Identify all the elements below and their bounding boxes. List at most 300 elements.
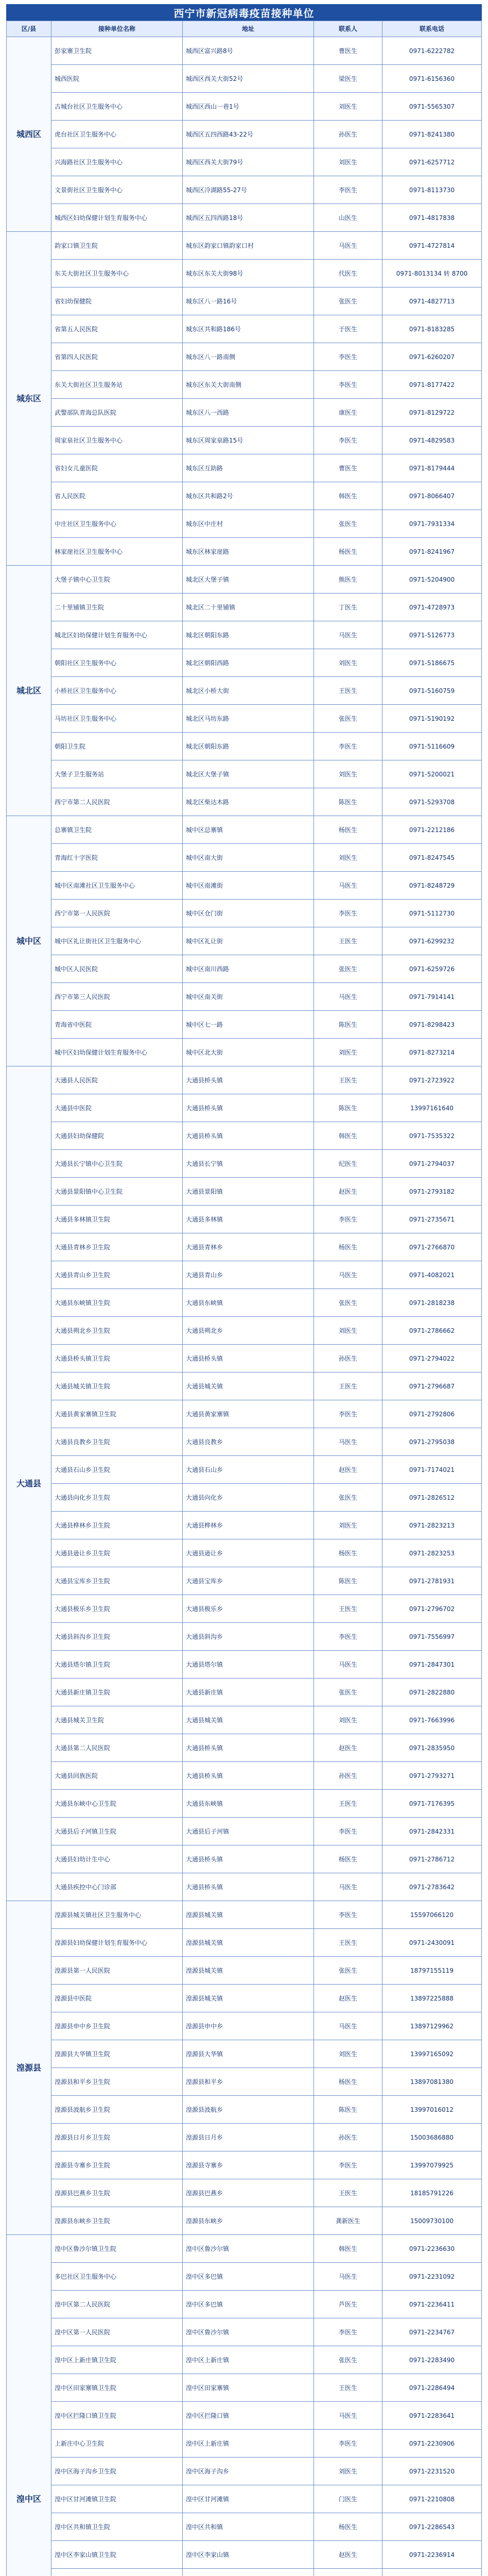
contact-phone-cell: 0971-2842331 (382, 1818, 482, 1845)
unit-name-cell: 湟中区甘河滩镇卫生院 (51, 2485, 183, 2513)
address-cell: 城北区大堡子镇 (183, 566, 314, 594)
district-cell: 大通县 (7, 1066, 51, 1901)
table-row (7, 2096, 482, 2124)
address-cell: 湟中区甘河滩镇 (183, 2485, 314, 2513)
address-cell: 大通县新庄镇 (183, 1679, 314, 1706)
unit-name-cell: 小桥社区卫生服务中心 (51, 677, 183, 705)
contact-person-cell: 孙医生 (314, 1762, 382, 1790)
address-cell: 城北区朝阳东路 (183, 733, 314, 760)
unit-name-cell: 大通县桦林乡卫生院 (51, 1512, 183, 1539)
unit-name-cell: 朝阳卫生院 (51, 733, 183, 760)
contact-person-cell: 李医生 (314, 2151, 382, 2179)
contact-person-cell: 刘医生 (314, 1317, 382, 1345)
contact-person-cell: 王医生 (314, 677, 382, 705)
contact-phone-cell: 0971-4817838 (382, 204, 482, 232)
unit-name-cell: 湟源县申中乡卫生院 (51, 2012, 183, 2040)
contact-phone-cell: 0971-5116609 (382, 733, 482, 760)
district-cell: 城东区 (7, 232, 51, 566)
address-cell: 城中区仓门街 (183, 900, 314, 927)
address-cell: 大通县宝库乡 (183, 1567, 314, 1595)
contact-phone-cell: 18797155119 (382, 1957, 482, 1985)
contact-phone-cell: 0971-2796702 (382, 1595, 482, 1623)
address-cell: 城东区周家泉路15号 (183, 427, 314, 454)
contact-person-cell: 李医生 (314, 176, 382, 204)
contact-phone-cell: 0971-8273214 (382, 1039, 482, 1066)
unit-name-cell: 湟中区第一人民医院 (51, 2318, 183, 2346)
table-row (7, 204, 482, 232)
unit-name-cell: 大通县后子河镇卫生院 (51, 1818, 183, 1845)
contact-phone-cell: 0971-6259726 (382, 955, 482, 983)
contact-phone-cell: 0971-2847301 (382, 1651, 482, 1679)
unit-name-cell: 省人民医院 (51, 482, 183, 510)
table-row (7, 232, 482, 260)
contact-person-cell: 陈医生 (314, 788, 382, 816)
unit-name-cell: 二十里铺镇卫生院 (51, 594, 183, 621)
contact-person-cell: 刘医生 (314, 844, 382, 872)
contact-phone-cell: 0971-2283641 (382, 2402, 482, 2430)
table-row (7, 510, 482, 538)
table-row (7, 2291, 482, 2318)
contact-phone-cell: 0971-7176395 (382, 1790, 482, 1818)
contact-person-cell (314, 2569, 382, 2576)
unit-name-cell: 城中区人民医院 (51, 955, 183, 983)
address-cell: 湟源县寺寨乡 (183, 2151, 314, 2179)
address-cell: 城北区马坊东路 (183, 705, 314, 733)
address-cell: 城东区八一路南侧 (183, 343, 314, 371)
unit-name-cell (51, 2569, 183, 2576)
table-header-row (7, 21, 482, 37)
address-cell: 城中区南关街 (183, 983, 314, 1011)
address-cell: 城西区西山一巷1号 (183, 93, 314, 121)
unit-name-cell: 湟源县东峡乡卫生院 (51, 2207, 183, 2235)
table-row (7, 760, 482, 788)
contact-person-cell: 张医生 (314, 287, 382, 315)
address-cell: 城东区八一西路 (183, 399, 314, 427)
contact-person-cell: 刘医生 (314, 93, 382, 121)
contact-phone-cell: 0971-7174021 (382, 1456, 482, 1484)
contact-person-cell: 王医生 (314, 1066, 382, 1094)
contact-phone-cell: 0971-2230906 (382, 2430, 482, 2458)
unit-name-cell: 马坊社区卫生服务中心 (51, 705, 183, 733)
table-row (7, 121, 482, 148)
unit-name-cell: 朝阳社区卫生服务中心 (51, 649, 183, 677)
table-row (7, 1066, 482, 1094)
contact-person-cell: 芦医生 (314, 2291, 382, 2318)
unit-name-cell: 大通县城关卫生院 (51, 1706, 183, 1734)
unit-name-cell: 大通县疾控中心门诊部 (51, 1873, 183, 1901)
address-cell: 大通县塔尔镇 (183, 1651, 314, 1679)
table-row (7, 677, 482, 705)
table-row (7, 566, 482, 594)
address-cell: 湟源县和平乡 (183, 2068, 314, 2096)
contact-person-cell: 李医生 (314, 2318, 382, 2346)
contact-phone-cell: 0971-2794037 (382, 1150, 482, 1178)
contact-person-cell: 刘医生 (314, 2040, 382, 2068)
address-cell: 城中区南川西路 (183, 955, 314, 983)
address-cell: 大通县青山乡 (183, 1261, 314, 1289)
contact-person-cell: 孙医生 (314, 121, 382, 148)
address-cell: 城西区五四西路18号 (183, 204, 314, 232)
contact-person-cell: 韩医生 (314, 482, 382, 510)
table-row (7, 1539, 482, 1567)
contact-person-cell: 杨医生 (314, 2513, 382, 2541)
contact-phone-cell: 0971-5160759 (382, 677, 482, 705)
table-row (7, 1122, 482, 1150)
contact-phone-cell: 15003686880 (382, 2124, 482, 2151)
unit-name-cell: 大通县朔北乡卫生院 (51, 1317, 183, 1345)
contact-phone-cell: 0971-4727814 (382, 232, 482, 260)
table-row (7, 2068, 482, 2096)
contact-phone-cell: 0971-7556997 (382, 1623, 482, 1651)
unit-name-cell: 大通县斜沟乡卫生院 (51, 1623, 183, 1651)
table-row (7, 649, 482, 677)
table-row (7, 1957, 482, 1985)
contact-person-cell: 山医生 (314, 204, 382, 232)
contact-phone-cell: 0971-2236914 (382, 2541, 482, 2569)
district-cell: 城中区 (7, 816, 51, 1066)
address-cell: 湟中区上新庄镇 (183, 2430, 314, 2458)
district-cell: 城北区 (7, 566, 51, 816)
unit-name-cell: 湟源县第一人民医院 (51, 1957, 183, 1985)
address-cell: 大通县桥头镇 (183, 1345, 314, 1372)
table-row (7, 1567, 482, 1595)
unit-name-cell: 省第四人民医院 (51, 343, 183, 371)
contact-phone-cell: 0971-2723922 (382, 1066, 482, 1094)
table-row (7, 872, 482, 900)
contact-phone-cell: 0971-2234767 (382, 2318, 482, 2346)
contact-person-cell: 刘医生 (314, 148, 382, 176)
contact-phone-cell: 0971-5204900 (382, 566, 482, 594)
address-cell: 大通县东峡镇 (183, 1790, 314, 1818)
table-row (7, 1150, 482, 1178)
contact-person-cell: 康医生 (314, 399, 382, 427)
table-row (7, 816, 482, 844)
unit-name-cell: 湟源县寺寨乡卫生院 (51, 2151, 183, 2179)
table-row (7, 2179, 482, 2207)
address-cell: 城东区中庄村 (183, 510, 314, 538)
address-cell: 湟中区多巴镇 (183, 2291, 314, 2318)
contact-person-cell: 马医生 (314, 232, 382, 260)
contact-phone-cell: 0971-2286543 (382, 2513, 482, 2541)
unit-name-cell: 湟源县妇幼保健计划生育服务中心 (51, 1929, 183, 1957)
address-cell: 城东区互助路 (183, 454, 314, 482)
address-cell: 湟中区李家山镇 (183, 2541, 314, 2569)
address-cell: 城北区柴达木路 (183, 788, 314, 816)
table-row (7, 705, 482, 733)
address-cell: 大通县逊让乡 (183, 1539, 314, 1567)
contact-phone-cell: 13897225888 (382, 1985, 482, 2012)
contact-phone-cell: 0971-2823213 (382, 1512, 482, 1539)
table-row (7, 482, 482, 510)
address-cell: 城北区二十里铺镇 (183, 594, 314, 621)
contact-phone-cell: 0971-8113730 (382, 176, 482, 204)
unit-name-cell: 大通县极乐乡卫生院 (51, 1595, 183, 1623)
unit-name-cell: 湟中区拦隆口镇卫生院 (51, 2402, 183, 2430)
table-row (7, 2430, 482, 2458)
table-row (7, 2569, 482, 2576)
table-row (7, 371, 482, 399)
contact-person-cell: 孙医生 (314, 2124, 382, 2151)
unit-name-cell: 大通县城关镇卫生院 (51, 1372, 183, 1400)
address-cell: 大通县石山乡 (183, 1456, 314, 1484)
contact-phone-cell: 0971-2783642 (382, 1873, 482, 1901)
contact-phone-cell: 0971-2793271 (382, 1762, 482, 1790)
address-cell: 大通县多林镇 (183, 1206, 314, 1233)
vaccination-sites-table (6, 21, 482, 2576)
contact-person-cell: 杨医生 (314, 538, 382, 566)
contact-phone-cell: 0971-5200021 (382, 760, 482, 788)
unit-name-cell: 文景街社区卫生服务中心 (51, 176, 183, 204)
vaccination-table-container (6, 21, 482, 2576)
district-cell: 湟源县 (7, 1901, 51, 2235)
contact-person-cell: 赵医生 (314, 1456, 382, 1484)
contact-phone-cell: 0971-8241967 (382, 538, 482, 566)
unit-name-cell: 湟中区上新庄镇卫生院 (51, 2346, 183, 2374)
table-row (7, 315, 482, 343)
unit-name-cell: 湟中区田家寨镇卫生院 (51, 2374, 183, 2402)
address-cell: 大通县桦林乡 (183, 1512, 314, 1539)
unit-name-cell: 大通县良教乡卫生院 (51, 1428, 183, 1456)
contact-phone-cell: 0971-2286494 (382, 2374, 482, 2402)
table-row (7, 2374, 482, 2402)
unit-name-cell: 湟中区共和镇卫生院 (51, 2513, 183, 2541)
contact-person-cell: 马医生 (314, 2263, 382, 2291)
address-cell: 城东区共和路2号 (183, 482, 314, 510)
table-row (7, 1317, 482, 1345)
contact-person-cell: 王医生 (314, 1595, 382, 1623)
contact-phone-cell: 0971-6257712 (382, 148, 482, 176)
unit-name-cell: 湟源县巴燕乡卫生院 (51, 2179, 183, 2207)
contact-phone-cell: 0971-5190192 (382, 705, 482, 733)
contact-person-cell: 曹医生 (314, 37, 382, 65)
unit-name-cell: 城中区礼让街社区卫生服务中心 (51, 927, 183, 955)
unit-name-cell: 大堡子卫生服务站 (51, 760, 183, 788)
contact-phone-cell: 0971-2236411 (382, 2291, 482, 2318)
unit-name-cell: 湟源县大华镇卫生院 (51, 2040, 183, 2068)
contact-phone-cell: 0971-6299232 (382, 927, 482, 955)
contact-person-cell: 赵医生 (314, 2541, 382, 2569)
address-cell: 大通县青林乡 (183, 1233, 314, 1261)
unit-name-cell: 东关大街社区卫生服务中心 (51, 260, 183, 287)
address-cell: 城北区小桥大街 (183, 677, 314, 705)
address-cell: 大通县城关镇 (183, 1706, 314, 1734)
table-row (7, 1039, 482, 1066)
contact-phone-cell: 0971-2796687 (382, 1372, 482, 1400)
address-cell: 湟源县日月乡 (183, 2124, 314, 2151)
address-cell: 湟中区海子沟乡 (183, 2458, 314, 2485)
contact-person-cell: 张医生 (314, 705, 382, 733)
unit-name-cell: 城中区妇幼保健计划生育服务中心 (51, 1039, 183, 1066)
district-cell: 湟中区 (7, 2235, 51, 2576)
address-cell: 湟源县东峡乡 (183, 2207, 314, 2235)
table-row (7, 1901, 482, 1929)
table-row (7, 37, 482, 65)
contact-person-cell: 于医生 (314, 315, 382, 343)
unit-name-cell: 城北区妇幼保健计划生育服务中心 (51, 621, 183, 649)
contact-phone-cell: 0971-2236630 (382, 2235, 482, 2263)
contact-person-cell: 马医生 (314, 1873, 382, 1901)
unit-name-cell: 大通县妇幼计生中心 (51, 1845, 183, 1873)
address-cell: 大通县朔北乡 (183, 1317, 314, 1345)
table-row (7, 2318, 482, 2346)
contact-phone-cell: 0971-8129722 (382, 399, 482, 427)
table-row (7, 148, 482, 176)
header-address: 地址 (183, 21, 314, 37)
address-cell: 湟源县城关镇 (183, 1929, 314, 1957)
contact-person-cell: 李医生 (314, 1400, 382, 1428)
table-row (7, 1345, 482, 1372)
table-row (7, 844, 482, 872)
contact-phone-cell: 0971-7535322 (382, 1122, 482, 1150)
contact-person-cell: 李医生 (314, 1901, 382, 1929)
contact-phone-cell: 18185791226 (382, 2179, 482, 2207)
unit-name-cell: 总寨镇卫生院 (51, 816, 183, 844)
table-row (7, 2541, 482, 2569)
contact-phone-cell: 13897081380 (382, 2068, 482, 2096)
contact-person-cell: 杨医生 (314, 2068, 382, 2096)
address-cell: 大通县良教乡 (183, 1428, 314, 1456)
table-row (7, 1428, 482, 1456)
contact-person-cell: 龚新医生 (314, 2207, 382, 2235)
table-row (7, 1985, 482, 2012)
contact-phone-cell: 0971-2823253 (382, 1539, 482, 1567)
unit-name-cell: 大通县中医院 (51, 1094, 183, 1122)
address-cell: 大通县桥头镇 (183, 1873, 314, 1901)
address-cell: 湟源县城关镇 (183, 1957, 314, 1985)
contact-phone-cell: 0971-8183285 (382, 315, 482, 343)
contact-phone-cell: 0971-8177422 (382, 371, 482, 399)
unit-name-cell: 大通县回族医院 (51, 1762, 183, 1790)
table-row (7, 2346, 482, 2374)
unit-name-cell: 武警部队青海总队医院 (51, 399, 183, 427)
address-cell: 湟中区田家寨镇 (183, 2374, 314, 2402)
address-cell: 大通县后子河镇 (183, 1818, 314, 1845)
unit-name-cell: 湟中区海子沟乡卫生院 (51, 2458, 183, 2485)
contact-person-cell: 陈医生 (314, 1567, 382, 1595)
table-row (7, 1206, 482, 1233)
address-cell: 湟中区鲁沙尔镇 (183, 2235, 314, 2263)
unit-name-cell: 古城台社区卫生服务中心 (51, 93, 183, 121)
contact-person-cell: 陈医生 (314, 2096, 382, 2124)
address-cell: 大通县桥头镇 (183, 1762, 314, 1790)
unit-name-cell: 多巴社区卫生服务中心 (51, 2263, 183, 2291)
contact-phone-cell: 0971-7663996 (382, 1706, 482, 1734)
unit-name-cell: 彭家寨卫生院 (51, 37, 183, 65)
unit-name-cell: 大通县青山乡卫生院 (51, 1261, 183, 1289)
contact-person-cell: 李医生 (314, 1623, 382, 1651)
contact-phone-cell: 15009730100 (382, 2207, 482, 2235)
unit-name-cell: 湟中区第二人民医院 (51, 2291, 183, 2318)
contact-phone-cell: 0971-7931334 (382, 510, 482, 538)
table-row (7, 788, 482, 816)
address-cell (183, 2569, 314, 2576)
contact-phone-cell: 0971-2795038 (382, 1428, 482, 1456)
address-cell: 城西区五四西路43-22号 (183, 121, 314, 148)
unit-name-cell: 大通县黄家寨镇卫生院 (51, 1400, 183, 1428)
contact-phone-cell: 0971-4728973 (382, 594, 482, 621)
unit-name-cell: 城西区妇幼保健计划生育服务中心 (51, 204, 183, 232)
contact-person-cell: 李医生 (314, 1206, 382, 1233)
contact-person-cell: 马医生 (314, 1428, 382, 1456)
contact-person-cell: 杨医生 (314, 1845, 382, 1873)
district-cell: 城西区 (7, 37, 51, 232)
unit-name-cell: 大通县东峡镇卫生院 (51, 1289, 183, 1317)
unit-name-cell: 湟源县城关镇社区卫生服务中心 (51, 1901, 183, 1929)
unit-name-cell: 上新庄中心卫生院 (51, 2430, 183, 2458)
unit-name-cell: 城西医院 (51, 65, 183, 93)
contact-person-cell: 孙医生 (314, 1345, 382, 1372)
contact-phone-cell: 0971-2835950 (382, 1734, 482, 1762)
contact-person-cell: 张医生 (314, 2346, 382, 2374)
table-row (7, 1233, 482, 1261)
address-cell: 大通县桥头镇 (183, 1066, 314, 1094)
unit-name-cell: 省妇女儿童医院 (51, 454, 183, 482)
contact-phone-cell: 13997016012 (382, 2096, 482, 2124)
contact-phone-cell: 0971-6260207 (382, 343, 482, 371)
table-row (7, 621, 482, 649)
contact-person-cell: 李医生 (314, 900, 382, 927)
table-row (7, 900, 482, 927)
contact-person-cell: 张医生 (314, 1484, 382, 1512)
table-row (7, 93, 482, 121)
address-cell: 大通县桥头镇 (183, 1845, 314, 1873)
address-cell: 城北区大堡子镇 (183, 760, 314, 788)
address-cell: 大通县桥头镇 (183, 1734, 314, 1762)
address-cell: 城中区南滩街 (183, 872, 314, 900)
table-row (7, 1818, 482, 1845)
contact-phone-cell: 0971-5293708 (382, 788, 482, 816)
address-cell: 城西区西关大街79号 (183, 148, 314, 176)
contact-person-cell: 韩医生 (314, 2235, 382, 2263)
table-row (7, 2263, 482, 2291)
unit-name-cell: 中庄社区卫生服务中心 (51, 510, 183, 538)
contact-phone-cell: 0971-5565307 (382, 93, 482, 121)
contact-person-cell: 王医生 (314, 1372, 382, 1400)
table-row (7, 2402, 482, 2430)
contact-person-cell: 丁医生 (314, 594, 382, 621)
address-cell: 城西区冷湖路55-27号 (183, 176, 314, 204)
table-row (7, 1706, 482, 1734)
address-cell: 城中区七一路 (183, 1011, 314, 1039)
contact-phone-cell: 0971-2786712 (382, 1845, 482, 1873)
address-cell: 大通县长宁镇 (183, 1150, 314, 1178)
address-cell: 湟源县大华镇 (183, 2040, 314, 2068)
address-cell: 城中区北大街 (183, 1039, 314, 1066)
contact-phone-cell: 0971-2794022 (382, 1345, 482, 1372)
address-cell: 大通县城关镇 (183, 1372, 314, 1400)
table-row (7, 1679, 482, 1706)
table-row (7, 65, 482, 93)
contact-person-cell: 李医生 (314, 427, 382, 454)
contact-person-cell: 马医生 (314, 621, 382, 649)
contact-person-cell: 王医生 (314, 2374, 382, 2402)
unit-name-cell: 大通县石山乡卫生院 (51, 1456, 183, 1484)
table-row (7, 1456, 482, 1484)
table-row (7, 1512, 482, 1539)
unit-name-cell: 省妇幼保健院 (51, 287, 183, 315)
unit-name-cell: 韵家口镇卫生院 (51, 232, 183, 260)
contact-phone-cell: 0971-2210808 (382, 2485, 482, 2513)
table-row (7, 1929, 482, 1957)
address-cell: 城东区共和路186号 (183, 315, 314, 343)
table-row (7, 2124, 482, 2151)
contact-phone-cell: 0971-8066407 (382, 482, 482, 510)
contact-person-cell: 张医生 (314, 1679, 382, 1706)
address-cell: 湟源县巴燕乡 (183, 2179, 314, 2207)
table-row (7, 1790, 482, 1818)
header-unit-name: 接种单位名称 (51, 21, 183, 37)
address-cell: 大通县桥头镇 (183, 1122, 314, 1150)
